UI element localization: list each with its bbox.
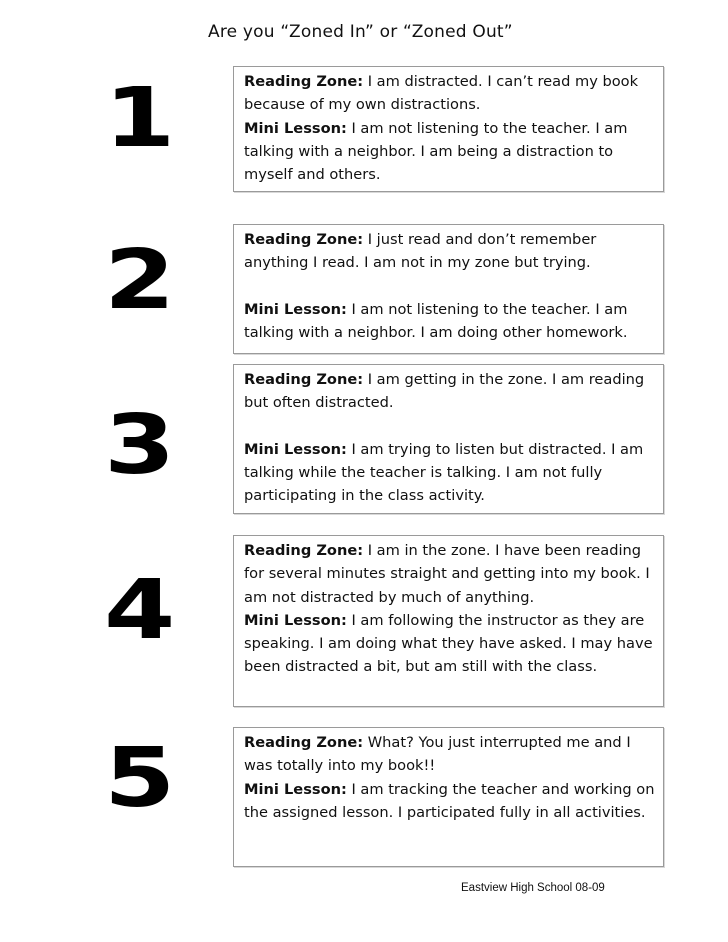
mini-lesson-text: I am following the instructor as they are speaking. I am doing what they have asked. I may have been distracted a bit, but am still with the class. xyxy=(244,611,653,676)
reading-zone-paragraph xyxy=(244,368,655,415)
mini-lesson-text: I am not listening to the teacher. I am talking with a neighbor. I am doing other homework. xyxy=(244,300,628,341)
reading-zone-label: Reading Zone: xyxy=(244,371,364,388)
level-number: 5 xyxy=(104,731,176,826)
mini-lesson-paragraph xyxy=(244,117,655,187)
mini-lesson-paragraph xyxy=(244,778,655,825)
mini-lesson-label: Mini Lesson: xyxy=(244,611,347,629)
zone-description-box xyxy=(233,535,664,707)
zone-description-box xyxy=(233,224,664,354)
reading-zone-paragraph xyxy=(244,70,655,117)
mini-lesson-paragraph xyxy=(244,438,655,508)
reading-zone-paragraph xyxy=(244,731,655,778)
paragraph-gap xyxy=(244,415,655,438)
mini-lesson-label: Mini Lesson: xyxy=(244,440,347,458)
reading-zone-label: Reading Zone: xyxy=(244,734,364,751)
level-number: 3 xyxy=(104,398,176,493)
reading-zone-label: Reading Zone: xyxy=(244,542,364,559)
zone-description-box xyxy=(233,364,664,514)
reading-zone-text: I am in the zone. I have been reading for several minutes straight and getting into my book. I am not distracted by much of anything. xyxy=(244,542,650,606)
reading-zone-paragraph xyxy=(244,539,655,609)
zone-description-box xyxy=(233,66,664,192)
reading-zone-paragraph xyxy=(244,228,655,275)
reading-zone-text: I just read and don’t remember anything I read. I am not in my zone but trying. xyxy=(244,231,597,272)
page-title: Are you “Zoned In” or “Zoned Out” xyxy=(208,22,513,42)
level-number: 4 xyxy=(104,563,176,658)
mini-lesson-paragraph xyxy=(244,298,655,345)
reading-zone-text: I am distracted. I can’t read my book because of my own distractions. xyxy=(244,73,639,114)
mini-lesson-text: I am not listening to the teacher. I am talking with a neighbor. I am being a distraction to myself and others. xyxy=(244,119,628,184)
reading-zone-text: I am getting in the zone. I am reading but often distracted. xyxy=(244,371,645,412)
reading-zone-label: Reading Zone: xyxy=(244,231,364,248)
zone-description-box xyxy=(233,727,664,867)
reading-zone-text: What? You just interrupted me and I was totally into my book!! xyxy=(244,734,631,775)
mini-lesson-text: I am trying to listen but distracted. I am talking while the teacher is talking. I am not fully participating in the class activity. xyxy=(244,440,644,505)
mini-lesson-label: Mini Lesson: xyxy=(244,119,347,137)
level-number: 1 xyxy=(104,71,176,166)
level-number: 2 xyxy=(104,233,176,328)
footer-text: Eastview High School 08-09 xyxy=(461,882,605,894)
reading-zone-label: Reading Zone: xyxy=(244,73,364,90)
paragraph-gap xyxy=(244,275,655,298)
mini-lesson-paragraph xyxy=(244,609,655,679)
mini-lesson-label: Mini Lesson: xyxy=(244,300,347,318)
mini-lesson-label: Mini Lesson: xyxy=(244,780,347,798)
mini-lesson-text: I am tracking the teacher and working on the assigned lesson. I participated fully in all activities. xyxy=(244,780,655,821)
